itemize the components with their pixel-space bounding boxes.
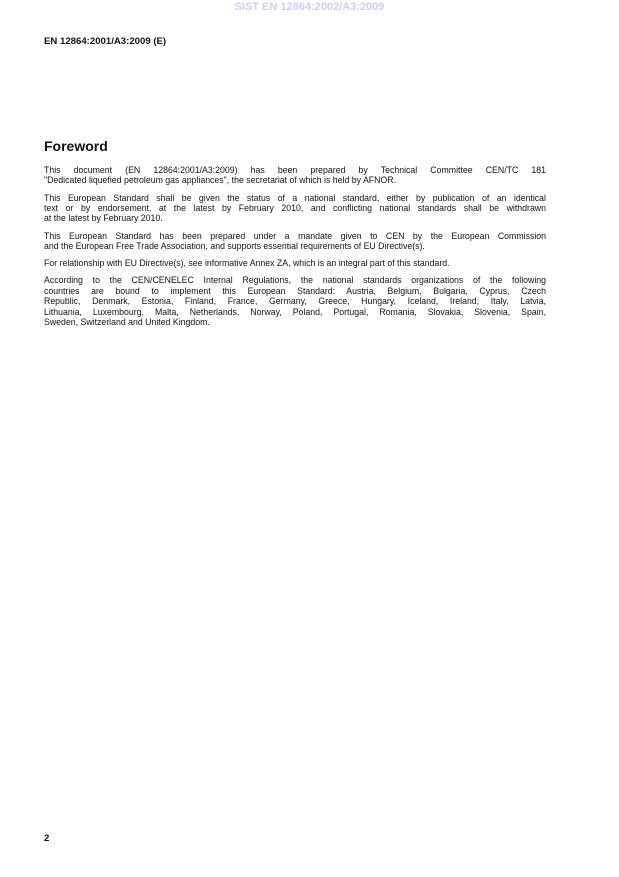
text-line: Republic, Denmark, Estonia, Finland, France, Germany, Greece, Hungary, Iceland, Ireland, Italy, Latvia,: [44, 296, 546, 307]
paragraph: [44, 275, 546, 327]
text-line: text or by endorsement, at the latest by February 2010, and conflicting national standards shall be withdrawn: [44, 203, 546, 214]
foreword-body: [44, 165, 546, 334]
text-line: According to the CEN/CENELEC Internal Regulations, the national standards organizations of the following: [44, 275, 546, 286]
text-line: This European Standard has been prepared under a mandate given to CEN by the European Commission: [44, 230, 546, 241]
text-line: This European Standard shall be given the status of a national standard, either by publication of an identical: [44, 192, 546, 203]
page-number: 2: [44, 833, 50, 844]
watermark: SIST EN 12864:2002/A3:2009: [234, 1, 385, 13]
text-line: Sweden, Switzerland and United Kingdom.: [44, 317, 210, 328]
document-header: EN 12864:2001/A3:2009 (E): [44, 36, 167, 47]
text-line: and the European Free Trade Association, and supports essential requirements of EU Directive(s).: [44, 241, 425, 252]
text-line: countries are bound to implement this European Standard: Austria, Belgium, Bulgaria, Cyprus, Czech: [44, 285, 546, 296]
text-line: "Dedicated liquefied petroleum gas appliances", the secretariat of which is held by AFNOR.: [44, 175, 397, 186]
text-line: at the latest by February 2010.: [44, 213, 163, 224]
section-heading: Foreword: [44, 138, 108, 154]
text-line: For relationship with EU Directive(s), see informative Annex ZA, which is an integral part of this standard.: [44, 258, 450, 269]
paragraph: [44, 193, 546, 224]
paragraph: [44, 231, 546, 252]
paragraph: [44, 165, 546, 186]
paragraph: [44, 258, 546, 268]
text-line: This document (EN 12864:2001/A3:2009) has been prepared by Technical Committee CEN/TC 181: [44, 165, 546, 175]
text-line: Lithuania, Luxembourg, Malta, Netherlands, Norway, Poland, Portugal, Romania, Slovakia, Slovenia, Spain,: [44, 306, 546, 317]
